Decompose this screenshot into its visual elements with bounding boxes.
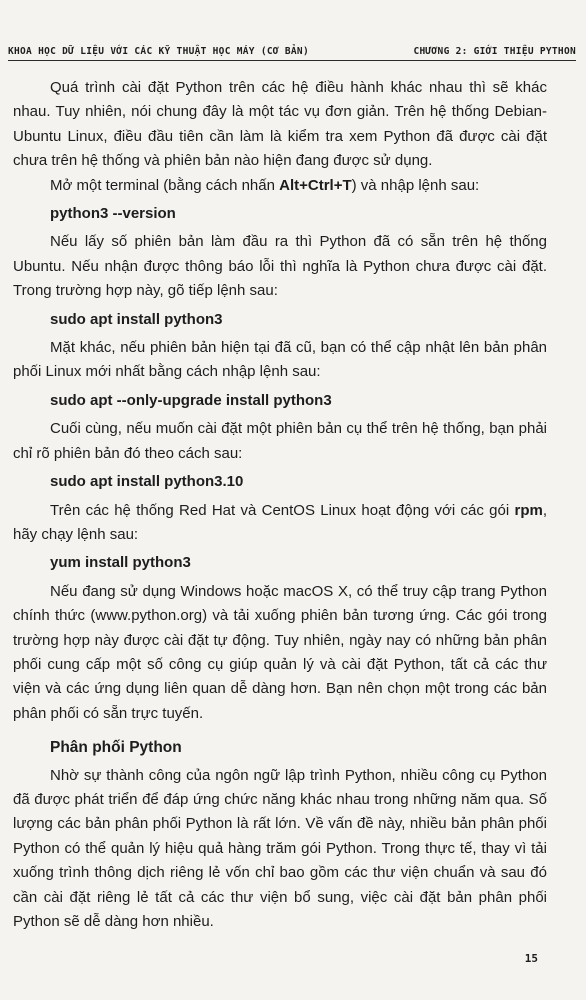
- paragraph-4: Mặt khác, nếu phiên bản hiện tại đã cũ, bạn có thể cập nhật lên bản phân phối Linux mới nhất bằng cách nhập lệnh sau:: [13, 339, 547, 381]
- running-header: [8, 38, 576, 61]
- paragraph-6-text-a: Trên các hệ thống Red Hat và CentOS Linux hoạt động với các gói: [50, 501, 515, 519]
- command-apt-install-version: sudo apt install python3.10: [50, 473, 244, 491]
- command-python-version: python3 --version: [50, 205, 176, 223]
- paragraph-7: Nếu đang sử dụng Windows hoặc macOS X, có thể truy cập trang Python chính thức (www.python.org) và tải xuống phiên bản tương ứng. Các gói trong trường hợp này được cài đặt tự động. Tuy nhiên, ngày nay có những bản phân phối cung cấp một số công cụ giúp quản lý và cài đặt Python, tất cả các thư viện và các ứng dụng liên quan dễ dàng hơn. Bạn nên chọn một trong các bản phân phối có sẵn trực tuyến.: [13, 582, 547, 722]
- command-yum-install: yum install python3: [50, 554, 191, 572]
- command-apt-upgrade: sudo apt --only-upgrade install python3: [50, 391, 332, 409]
- paragraph-5: Cuối cùng, nếu muốn cài đặt một phiên bản cụ thể trên hệ thống, bạn phải chỉ rõ phiên bản đó theo cách sau:: [13, 420, 547, 462]
- paragraph-6-text-c: , hãy chạy lệnh sau:: [13, 501, 547, 543]
- paragraph-2-text-a: Mở một terminal (bằng cách nhấn: [50, 176, 280, 194]
- page-number: 15: [524, 952, 538, 965]
- book-title-header: KHOA HỌC DỮ LIỆU VỚI CÁC KỸ THUẬT HỌC MÁY (CƠ BẢN): [8, 46, 309, 57]
- paragraph-1: Quá trình cài đặt Python trên các hệ điều hành khác nhau thì sẽ khác nhau. Tuy nhiên, nói chung đây là một tác vụ đơn giản. Trên hệ thống Debian-Ubuntu Linux, điều đầu tiên cần làm là kiểm tra xem Python đã được cài đặt chưa trên hệ thống và phiên bản nào hiện đang được sử dụng.: [13, 79, 547, 170]
- paragraph-8: Nhờ sự thành công của ngôn ngữ lập trình Python, nhiều công cụ Python đã được phát triển để đáp ứng chức năng khác nhau trong những năm qua. Số lượng các bản phân phối Python là rất lớn. Về vấn đề này, nhiều bản phân phối Python có thể quản lý hiệu quả hàng trăm gói Python. Trong thực tế, thay vì tải xuống trình thông dịch riêng lẻ vốn chỉ bao gồm các thư viện chuẩn và sau đó cần cài đặt riêng lẻ tất cả các thư viện bổ sung, việc cài đặt bản phân phối Python sẽ dễ dàng hơn nhiều.: [13, 766, 547, 930]
- page-body: [13, 76, 547, 934]
- paragraph-2-text-c: ) và nhập lệnh sau:: [351, 176, 480, 194]
- chapter-title-header: CHƯƠNG 2: GIỚI THIỆU PYTHON: [413, 46, 576, 57]
- shortcut-keys: Alt+Ctrl+T: [279, 176, 352, 194]
- rpm-term: rpm: [514, 501, 543, 519]
- section-heading: Phân phối Python: [50, 739, 182, 757]
- command-apt-install: sudo apt install python3: [50, 310, 223, 328]
- paragraph-3: Nếu lấy số phiên bản làm đầu ra thì Python đã có sẵn trên hệ thống Ubuntu. Nếu nhận được thông báo lỗi thì nghĩa là Python chưa được cài đặt. Trong trường hợp này, gõ tiếp lệnh sau:: [13, 233, 547, 300]
- paragraph-2: [13, 174, 547, 198]
- paragraph-6: [13, 499, 547, 548]
